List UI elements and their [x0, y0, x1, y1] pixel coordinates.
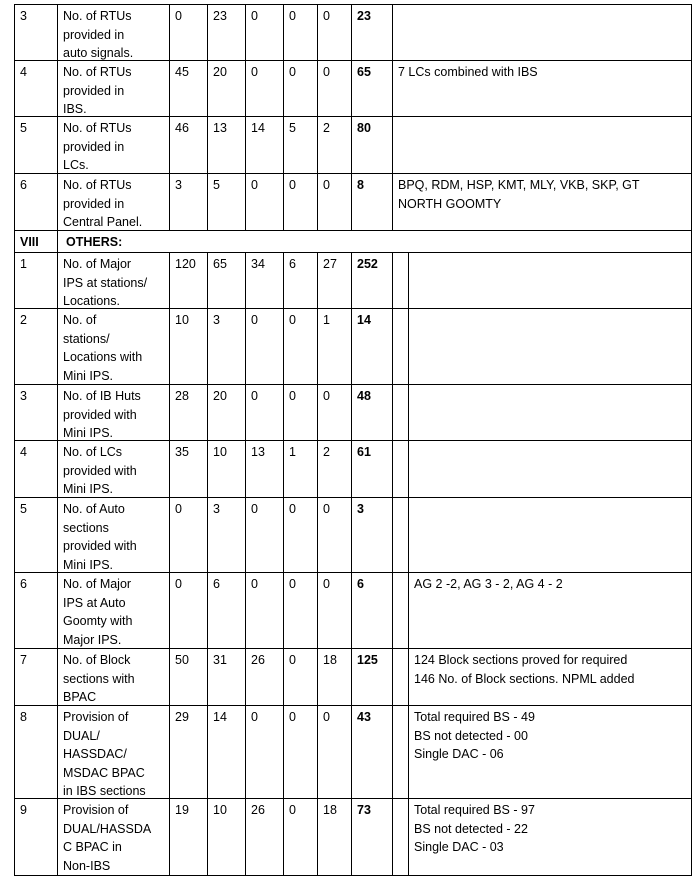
- value-cell: 3: [208, 309, 246, 384]
- total-cell: 61: [352, 441, 393, 497]
- value-cell: 3: [208, 498, 246, 572]
- value-cell: 26: [246, 799, 284, 875]
- remarks-cell: [409, 385, 691, 440]
- table-row: [14, 61, 692, 117]
- table-row: [14, 799, 692, 876]
- section-title: OTHERS:: [66, 235, 123, 249]
- total-cell: 43: [352, 706, 393, 798]
- total-cell: 48: [352, 385, 393, 440]
- value-cell: 0: [246, 498, 284, 572]
- value-cell: 18: [318, 649, 352, 705]
- serial-number: 3: [15, 5, 58, 60]
- value-cell: 10: [208, 799, 246, 875]
- section-number: VIII: [15, 231, 58, 252]
- value-cell: 2: [318, 117, 352, 173]
- spacer-cell: [393, 441, 409, 497]
- value-cell: 14: [246, 117, 284, 173]
- value-cell: 0: [284, 649, 318, 705]
- serial-number: 1: [15, 253, 58, 308]
- remarks-cell: [393, 117, 691, 173]
- value-cell: 23: [208, 5, 246, 60]
- value-cell: 2: [318, 441, 352, 497]
- value-cell: 0: [284, 706, 318, 798]
- value-cell: 0: [170, 573, 208, 648]
- value-cell: 26: [246, 649, 284, 705]
- value-cell: 0: [284, 799, 318, 875]
- value-cell: 19: [170, 799, 208, 875]
- serial-number: 6: [15, 573, 58, 648]
- value-cell: 0: [246, 573, 284, 648]
- value-cell: 5: [208, 174, 246, 230]
- value-cell: 27: [318, 253, 352, 308]
- value-cell: 0: [246, 385, 284, 440]
- value-cell: 20: [208, 385, 246, 440]
- spacer-cell: [393, 385, 409, 440]
- spacer-cell: [393, 309, 409, 384]
- value-cell: 35: [170, 441, 208, 497]
- value-cell: 28: [170, 385, 208, 440]
- total-cell: 125: [352, 649, 393, 705]
- total-cell: 65: [352, 61, 393, 116]
- spacer-cell: [393, 498, 409, 572]
- value-cell: 0: [318, 706, 352, 798]
- value-cell: 0: [170, 498, 208, 572]
- remarks-cell: 124 Block sections proved for required 146 No. of Block sections. NPML added: [414, 653, 635, 686]
- value-cell: 0: [318, 5, 352, 60]
- value-cell: 0: [246, 174, 284, 230]
- table-row: [14, 174, 692, 231]
- total-cell: 80: [352, 117, 393, 173]
- value-cell: 13: [246, 441, 284, 497]
- table-row: [14, 573, 692, 649]
- spacer-cell: [393, 253, 409, 308]
- value-cell: 0: [284, 385, 318, 440]
- total-cell: 23: [352, 5, 393, 60]
- value-cell: 0: [318, 498, 352, 572]
- value-cell: 0: [246, 706, 284, 798]
- value-cell: 65: [208, 253, 246, 308]
- table-row: [14, 4, 692, 61]
- value-cell: 46: [170, 117, 208, 173]
- table-row: [14, 253, 692, 309]
- remarks-cell: BPQ, RDM, HSP, KMT, MLY, VKB, SKP, GT NORTH GOOMTY: [398, 178, 640, 211]
- table-row: [14, 498, 692, 573]
- value-cell: 0: [318, 385, 352, 440]
- value-cell: 6: [208, 573, 246, 648]
- section-header-row: [14, 231, 692, 253]
- table-row: [14, 706, 692, 799]
- total-cell: 73: [352, 799, 393, 875]
- spacer-cell: [393, 649, 409, 705]
- serial-number: 8: [15, 706, 58, 798]
- spacer-cell: [393, 573, 409, 648]
- value-cell: 29: [170, 706, 208, 798]
- value-cell: 120: [170, 253, 208, 308]
- remarks-cell: 7 LCs combined with IBS: [398, 65, 538, 79]
- item-description: No. of RTUs provided in IBS.: [58, 61, 170, 116]
- value-cell: 10: [170, 309, 208, 384]
- data-table: [14, 4, 692, 876]
- value-cell: 34: [246, 253, 284, 308]
- value-cell: 0: [246, 61, 284, 116]
- value-cell: 31: [208, 649, 246, 705]
- value-cell: 3: [170, 174, 208, 230]
- serial-number: 2: [15, 309, 58, 384]
- value-cell: 0: [318, 174, 352, 230]
- spacer-cell: [393, 799, 409, 875]
- serial-number: 9: [15, 799, 58, 875]
- value-cell: 0: [246, 5, 284, 60]
- item-description: No. of Major IPS at Auto Goomty with Major IPS.: [58, 573, 170, 648]
- value-cell: 14: [208, 706, 246, 798]
- remarks-cell: AG 2 -2, AG 3 - 2, AG 4 - 2: [414, 577, 563, 591]
- item-description: No. of LCs provided with Mini IPS.: [58, 441, 170, 497]
- total-cell: 3: [352, 498, 393, 572]
- remarks-cell: [393, 5, 691, 60]
- total-cell: 252: [352, 253, 393, 308]
- remarks-cell: Total required BS - 97 BS not detected - 22 Single DAC - 03: [414, 803, 535, 854]
- item-description: No. of Major IPS at stations/ Locations.: [58, 253, 170, 308]
- serial-number: 6: [15, 174, 58, 230]
- value-cell: 0: [318, 61, 352, 116]
- value-cell: 45: [170, 61, 208, 116]
- serial-number: 4: [15, 61, 58, 116]
- value-cell: 18: [318, 799, 352, 875]
- value-cell: 20: [208, 61, 246, 116]
- total-cell: 8: [352, 174, 393, 230]
- item-description: No. of RTUs provided in LCs.: [58, 117, 170, 173]
- remarks-cell: [409, 441, 691, 497]
- item-description: No. of Auto sections provided with Mini IPS.: [58, 498, 170, 572]
- item-description: Provision of DUAL/ HASSDAC/ MSDAC BPAC in IBS sections: [58, 706, 170, 798]
- remarks-cell: Total required BS - 49 BS not detected - 00 Single DAC - 06: [414, 710, 535, 761]
- table-row: [14, 385, 692, 441]
- remarks-cell: [409, 309, 691, 384]
- item-description: No. of stations/ Locations with Mini IPS.: [58, 309, 170, 384]
- value-cell: 13: [208, 117, 246, 173]
- value-cell: 0: [284, 61, 318, 116]
- value-cell: 10: [208, 441, 246, 497]
- value-cell: 0: [318, 573, 352, 648]
- serial-number: 3: [15, 385, 58, 440]
- item-description: Provision of DUAL/HASSDA C BPAC in Non-IBS: [58, 799, 170, 875]
- value-cell: 50: [170, 649, 208, 705]
- serial-number: 4: [15, 441, 58, 497]
- value-cell: 0: [284, 174, 318, 230]
- value-cell: 0: [284, 573, 318, 648]
- table-row: [14, 441, 692, 498]
- table-row: [14, 117, 692, 174]
- value-cell: 0: [284, 498, 318, 572]
- value-cell: 0: [246, 309, 284, 384]
- value-cell: 0: [284, 5, 318, 60]
- serial-number: 7: [15, 649, 58, 705]
- value-cell: 0: [284, 309, 318, 384]
- value-cell: 1: [284, 441, 318, 497]
- spacer-cell: [393, 706, 409, 798]
- remarks-cell: [409, 498, 691, 572]
- value-cell: 0: [170, 5, 208, 60]
- serial-number: 5: [15, 498, 58, 572]
- value-cell: 1: [318, 309, 352, 384]
- table-row: [14, 309, 692, 385]
- item-description: No. of RTUs provided in Central Panel.: [58, 174, 170, 230]
- item-description: No. of RTUs provided in auto signals.: [58, 5, 170, 60]
- total-cell: 6: [352, 573, 393, 648]
- total-cell: 14: [352, 309, 393, 384]
- value-cell: 6: [284, 253, 318, 308]
- item-description: No. of Block sections with BPAC: [58, 649, 170, 705]
- remarks-cell: [409, 253, 691, 308]
- value-cell: 5: [284, 117, 318, 173]
- item-description: No. of IB Huts provided with Mini IPS.: [58, 385, 170, 440]
- serial-number: 5: [15, 117, 58, 173]
- table-row: [14, 649, 692, 706]
